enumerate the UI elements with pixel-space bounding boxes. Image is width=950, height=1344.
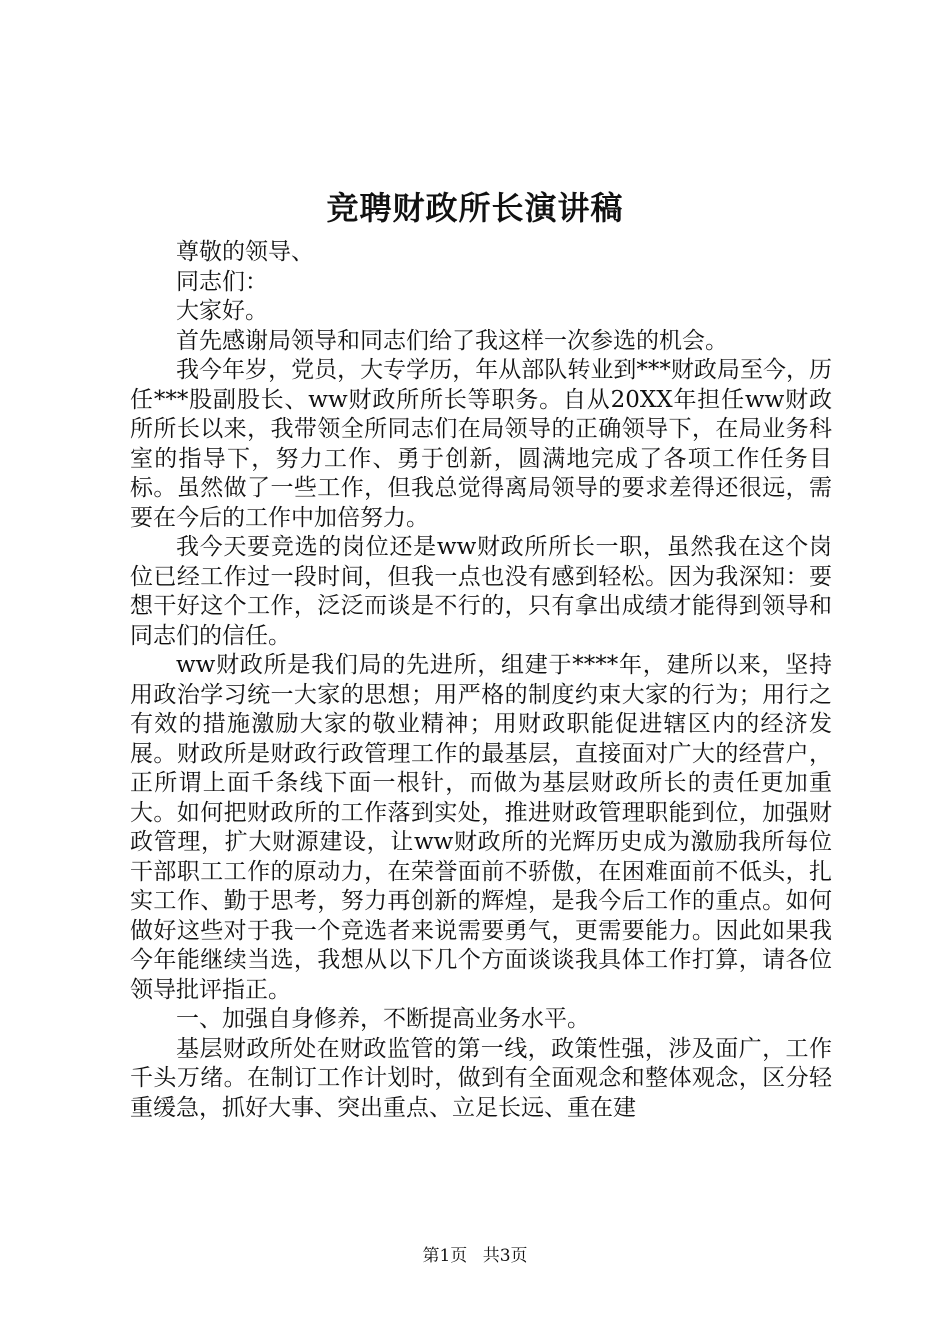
page-total: 共3页	[482, 1246, 528, 1266]
document-body	[130, 238, 832, 1123]
page-number: 第1页	[422, 1246, 468, 1266]
paragraph-salutation-2: 同志们：	[176, 268, 268, 295]
paragraph-thanks: 首先感谢局领导和同志们给了我这样一次参选的机会。	[176, 327, 728, 354]
paragraph-salutation-1: 尊敬的领导、	[176, 239, 314, 265]
paragraph-office-history: ww财政所是我们局的先进所，组建于****年，建所以来，坚持用政治学习统一大家的思想；用严格的制度约束大家的行为；用行之有效的措施激励大家的敬业精神；用财政职能促进辖区内的经济发展。财政所是财政行政管理工作的最基层，直接面对广大的经营户，正所谓上面千条线下面一根针，而做为基层财政所长的责任更加重大。如何把财政所的工作落到实处，推进财政管理职能到位，加强财政管理，扩大财源建设，让ww财政所的光辉历史成为激励我所每位干部职工工作的原动力，在荣誉面前不骄傲，在困难面前不低头，扎实工作、勤于思考，努力再创新的辉煌，是我今后工作的重点。如何做好这些对于我一个竞选者来说需要勇气，更需要能力。因此如果我今年能继续当选，我想从以下几个方面谈谈我具体工作打算，请各位领导批评指正。	[130, 652, 832, 1003]
page-footer	[0, 1244, 950, 1268]
paragraph-greeting: 大家好。	[176, 298, 268, 324]
paragraph-background: 我今年岁，党员，大专学历，年从部队转业到***财政局至今，历任***股副股长、ww财政所所长等职务。自从20XX年担任ww财政所所长以来，我带领全所同志们在局领导的正确领导下，在局业务科室的指导下，努力工作、勇于创新，圆满地完成了各项工作任务目标。虽然做了一些工作，但我总觉得离局领导的要求差得还很远，需要在今后的工作中加倍努力。	[130, 357, 832, 531]
paragraph-section-body: 基层财政所处在财政监管的第一线，政策性强，涉及面广，工作千头万绪。在制订工作计划时，做到有全面观念和整体观念，区分轻重缓急，抓好大事、突出重点、立足长远、重在建	[130, 1035, 832, 1121]
document-title: 竞聘财政所长演讲稿	[326, 189, 624, 227]
paragraph-section-heading: 一、加强自身修养，不断提高业务水平。	[176, 1006, 590, 1032]
paragraph-position: 我今天要竞选的岗位还是ww财政所所长一职，虽然我在这个岗位已经工作过一段时间，但我一点也没有感到轻松。因为我深知：要想干好这个工作，泛泛而谈是不行的，只有拿出成绩才能得到领导和同志们的信任。	[130, 534, 832, 649]
